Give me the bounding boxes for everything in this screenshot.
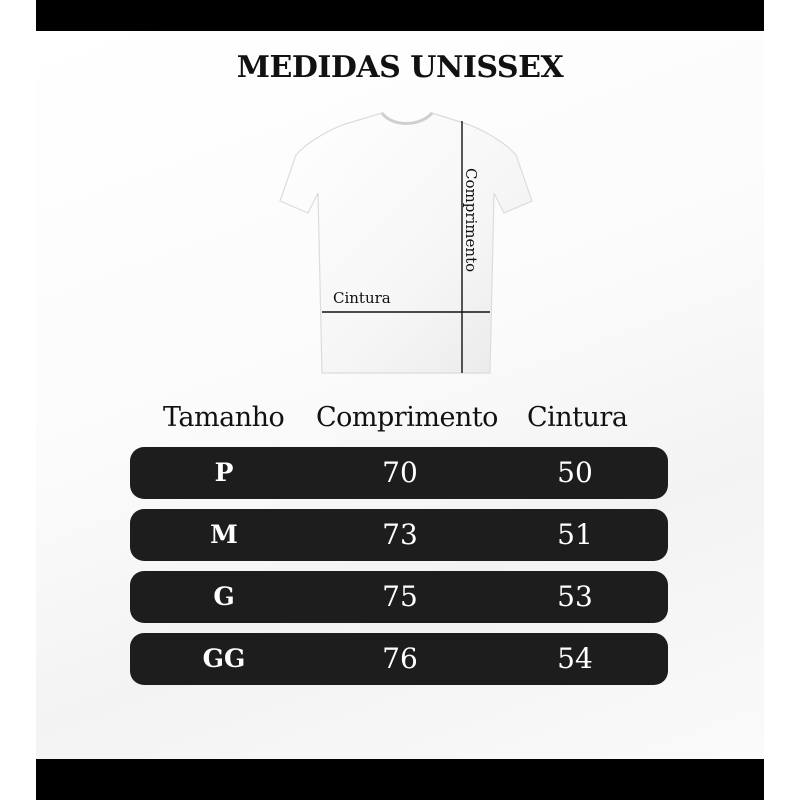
header-waist: Cintura	[527, 402, 628, 433]
size-row-g	[130, 571, 668, 623]
waist-cell: 51	[557, 518, 593, 551]
size-cell: M	[210, 520, 238, 549]
waist-cell: 53	[557, 580, 593, 613]
length-cell: 70	[382, 456, 418, 489]
length-cell: 73	[382, 518, 418, 551]
waist-cell: 54	[557, 642, 593, 675]
bottom-black-bar	[36, 759, 764, 800]
size-cell: P	[214, 458, 234, 487]
length-cell: 76	[382, 642, 418, 675]
header-length: Comprimento	[316, 402, 498, 433]
top-black-bar	[36, 0, 764, 31]
size-cell: GG	[202, 644, 246, 673]
size-row-m	[130, 509, 668, 561]
size-row-gg	[130, 633, 668, 685]
length-measure-label: Comprimento	[462, 168, 480, 273]
waist-measure-label: Cintura	[333, 289, 391, 307]
size-row-p	[130, 447, 668, 499]
length-cell: 75	[382, 580, 418, 613]
header-size: Tamanho	[163, 402, 285, 433]
tshirt-illustration	[270, 105, 540, 380]
chart-title: MEDIDAS UNISSEX	[236, 50, 564, 85]
size-cell: G	[213, 582, 235, 611]
waist-cell: 50	[557, 456, 593, 489]
tshirt-body	[280, 113, 532, 373]
